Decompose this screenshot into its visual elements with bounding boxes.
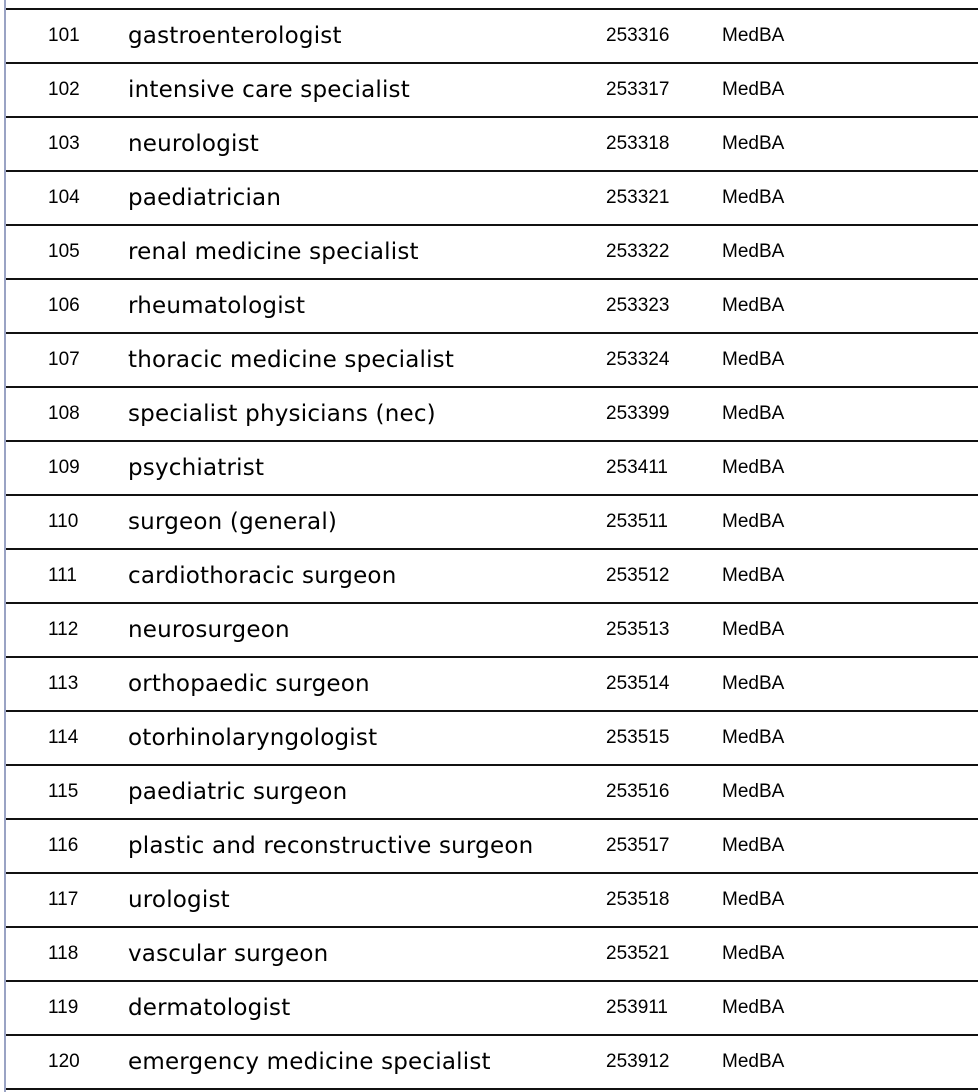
occupation-name: gastroenterologist bbox=[128, 23, 342, 49]
occupation-name: otorhinolaryngologist bbox=[128, 725, 378, 751]
row-number: 118 bbox=[48, 943, 79, 964]
occupation-name: neurosurgeon bbox=[128, 617, 290, 643]
table-row bbox=[6, 442, 978, 496]
occupation-name: neurologist bbox=[128, 131, 259, 157]
occupation-name: surgeon (general) bbox=[128, 509, 338, 535]
table-row bbox=[6, 388, 978, 442]
occupation-code: 253512 bbox=[606, 565, 670, 586]
row-number: 120 bbox=[48, 1051, 80, 1072]
occupation-code: 253324 bbox=[606, 349, 670, 370]
table-row bbox=[6, 172, 978, 226]
row-number: 110 bbox=[48, 511, 79, 532]
occupation-code: 253515 bbox=[606, 727, 670, 748]
table-row bbox=[6, 226, 978, 280]
table-row bbox=[6, 118, 978, 172]
occupation-name: rheumatologist bbox=[128, 293, 306, 319]
row-number: 108 bbox=[48, 403, 80, 424]
occupation-code: 253317 bbox=[606, 79, 670, 100]
row-number: 103 bbox=[48, 133, 80, 154]
list-name: MedBA bbox=[722, 835, 785, 856]
row-number: 119 bbox=[48, 997, 79, 1018]
list-name: MedBA bbox=[722, 727, 785, 748]
occupation-code: 253521 bbox=[606, 943, 670, 964]
list-name: MedBA bbox=[722, 673, 785, 694]
row-number: 112 bbox=[48, 619, 79, 640]
row-number: 106 bbox=[48, 295, 80, 316]
list-name: MedBA bbox=[722, 187, 785, 208]
table-row bbox=[6, 1036, 978, 1090]
occupation-name: orthopaedic surgeon bbox=[128, 671, 370, 697]
occupation-name: intensive care specialist bbox=[128, 77, 410, 103]
occupation-code: 253399 bbox=[606, 403, 670, 424]
list-name: MedBA bbox=[722, 511, 785, 532]
list-name: MedBA bbox=[722, 403, 785, 424]
occupation-name: emergency medicine specialist bbox=[128, 1049, 491, 1075]
occupation-code: 253911 bbox=[606, 997, 668, 1018]
occupation-code: 253316 bbox=[606, 25, 670, 46]
occupation-name: vascular surgeon bbox=[128, 941, 329, 967]
row-number: 104 bbox=[48, 187, 80, 208]
table-row bbox=[6, 658, 978, 712]
list-name: MedBA bbox=[722, 241, 785, 262]
occupation-name: psychiatrist bbox=[128, 455, 265, 481]
list-name: MedBA bbox=[722, 943, 785, 964]
row-number: 116 bbox=[48, 835, 79, 856]
occupation-code: 253322 bbox=[606, 241, 670, 262]
occupation-name: specialist physicians (nec) bbox=[128, 401, 436, 427]
row-number: 114 bbox=[48, 727, 79, 748]
occupation-name: urologist bbox=[128, 887, 230, 913]
list-name: MedBA bbox=[722, 349, 785, 370]
table-row bbox=[6, 874, 978, 928]
occupation-code: 253321 bbox=[606, 187, 670, 208]
occupation-code: 253514 bbox=[606, 673, 670, 694]
list-name: MedBA bbox=[722, 889, 785, 910]
occupation-name: thoracic medicine specialist bbox=[128, 347, 455, 373]
row-number: 107 bbox=[48, 349, 80, 370]
row-number: 113 bbox=[48, 673, 79, 694]
occupation-code: 253323 bbox=[606, 295, 670, 316]
occupation-name: plastic and reconstructive surgeon bbox=[128, 833, 534, 859]
table-row bbox=[6, 496, 978, 550]
occupation-code: 253912 bbox=[606, 1051, 670, 1072]
table-row bbox=[6, 64, 978, 118]
occupation-name: cardiothoracic surgeon bbox=[128, 563, 397, 589]
occupation-code: 253411 bbox=[606, 457, 668, 478]
table-row bbox=[6, 280, 978, 334]
list-name: MedBA bbox=[722, 133, 785, 154]
occupation-code: 253513 bbox=[606, 619, 670, 640]
occupation-name: paediatrician bbox=[128, 185, 282, 211]
list-name: MedBA bbox=[722, 1051, 785, 1072]
list-name: MedBA bbox=[722, 295, 785, 316]
list-name: MedBA bbox=[722, 457, 785, 478]
row-number: 109 bbox=[48, 457, 80, 478]
list-name: MedBA bbox=[722, 619, 785, 640]
row-number: 105 bbox=[48, 241, 80, 262]
occupation-code: 253511 bbox=[606, 511, 668, 532]
table-row bbox=[6, 604, 978, 658]
table-row bbox=[6, 334, 978, 388]
occupation-code: 253318 bbox=[606, 133, 670, 154]
occupation-name: renal medicine specialist bbox=[128, 239, 419, 265]
table-row bbox=[6, 766, 978, 820]
occupation-name: dermatologist bbox=[128, 995, 291, 1021]
row-number: 102 bbox=[48, 79, 80, 100]
table-row bbox=[6, 8, 978, 64]
table-row bbox=[6, 550, 978, 604]
table-row bbox=[6, 820, 978, 874]
list-name: MedBA bbox=[722, 781, 785, 802]
occupation-code: 253517 bbox=[606, 835, 670, 856]
occupation-code: 253516 bbox=[606, 781, 670, 802]
row-number: 101 bbox=[48, 25, 80, 46]
row-number: 115 bbox=[48, 781, 79, 802]
table-row bbox=[6, 928, 978, 982]
row-number: 117 bbox=[48, 889, 79, 910]
list-name: MedBA bbox=[722, 997, 785, 1018]
occupation-name: paediatric surgeon bbox=[128, 779, 348, 805]
row-number: 111 bbox=[48, 565, 77, 586]
occupation-code: 253518 bbox=[606, 889, 670, 910]
occupation-table bbox=[6, 8, 978, 1090]
list-name: MedBA bbox=[722, 79, 785, 100]
table-row bbox=[6, 712, 978, 766]
list-name: MedBA bbox=[722, 25, 785, 46]
list-name: MedBA bbox=[722, 565, 785, 586]
table-row bbox=[6, 982, 978, 1036]
